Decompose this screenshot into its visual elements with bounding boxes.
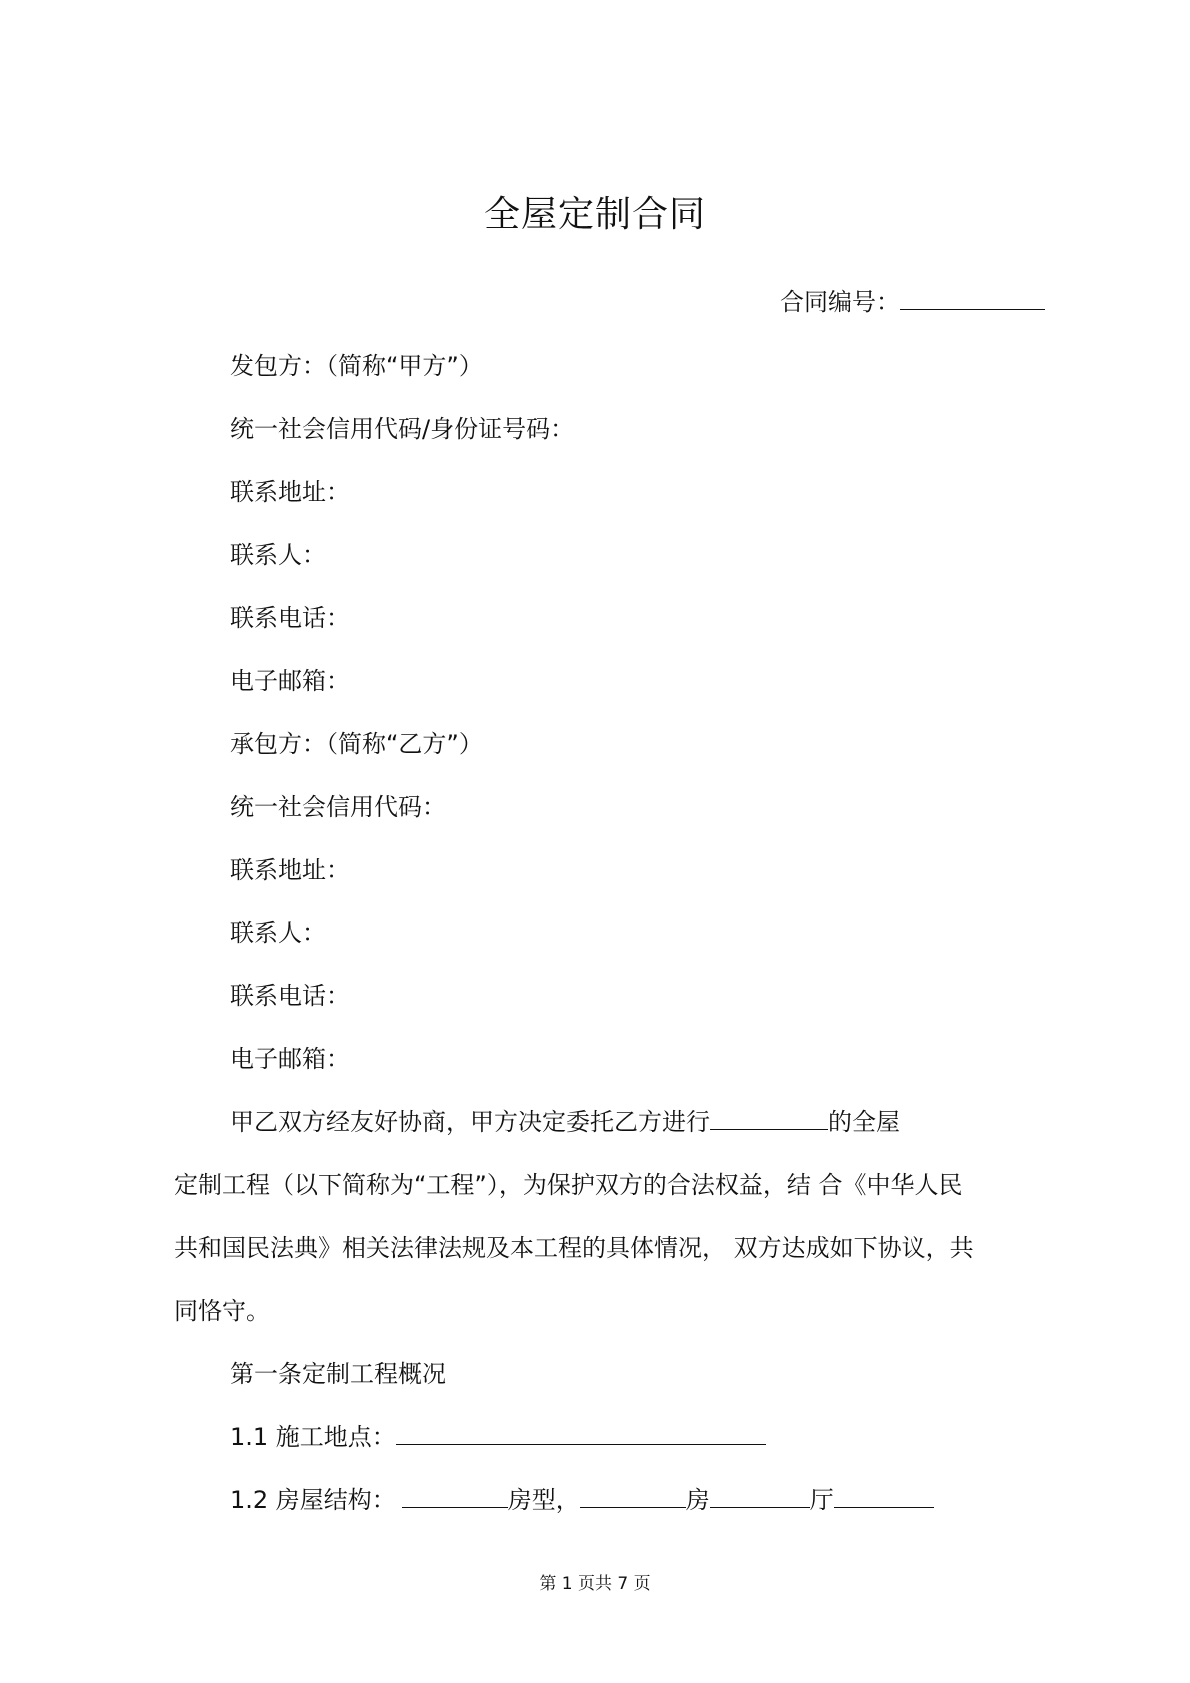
preamble-text: 的全屋 [828, 1108, 900, 1136]
house-type-blank[interactable] [402, 1485, 508, 1508]
preamble-text: 甲乙双方经友好协商，甲方决定委托乙方进行 [230, 1108, 710, 1136]
party-b-credit-code: 统一社会信用代码： [230, 793, 446, 821]
project-name-blank[interactable] [710, 1107, 828, 1130]
party-a-address: 联系地址： [230, 478, 350, 506]
item-1-1 [230, 1417, 766, 1452]
contract-number [780, 282, 1045, 317]
page-footer: 第 1 页共 7 页 [539, 1574, 651, 1594]
preamble-line-1 [230, 1102, 900, 1137]
house-type-label: 房型， [507, 1486, 580, 1514]
hall-label: 厅 [809, 1486, 834, 1514]
party-b-address: 联系地址： [230, 856, 350, 884]
party-a-email: 电子邮箱： [230, 667, 350, 695]
extra-blank[interactable] [834, 1485, 934, 1508]
party-a-credit-code: 统一社会信用代码/身份证号码： [230, 415, 575, 443]
preamble-line-3: 共和国民法典》相关法律法规及本工程的具体情况， 双方达成如下协议，共 [174, 1234, 974, 1262]
item-1-2 [230, 1480, 934, 1515]
construction-site-blank[interactable] [396, 1422, 766, 1445]
preamble-line-4: 同恪守。 [174, 1297, 270, 1325]
item-1-1-label: 1.1 施工地点： [230, 1423, 396, 1451]
article-1-heading: 第一条定制工程概况 [230, 1360, 446, 1388]
contract-number-blank[interactable] [900, 287, 1045, 310]
party-a-phone: 联系电话： [230, 604, 350, 632]
hall-count-blank[interactable] [710, 1485, 810, 1508]
party-b-contact: 联系人： [230, 919, 326, 947]
room-count-blank[interactable] [580, 1485, 686, 1508]
room-label: 房 [685, 1486, 710, 1514]
contract-number-label: 合同编号： [780, 288, 900, 316]
preamble-line-2: 定制工程（以下简称为“工程”），为保护双方的合法权益，结 合《中华人民 [174, 1171, 963, 1199]
party-b-heading: 承包方：（简称“乙方”） [230, 730, 483, 758]
party-b-phone: 联系电话： [230, 982, 350, 1010]
party-a-heading: 发包方：（简称“甲方”） [230, 352, 483, 380]
page-title: 全屋定制合同 [483, 194, 706, 235]
party-b-email: 电子邮箱： [230, 1045, 350, 1073]
item-1-2-label: 1.2 房屋结构： [230, 1486, 396, 1514]
party-a-contact: 联系人： [230, 541, 326, 569]
